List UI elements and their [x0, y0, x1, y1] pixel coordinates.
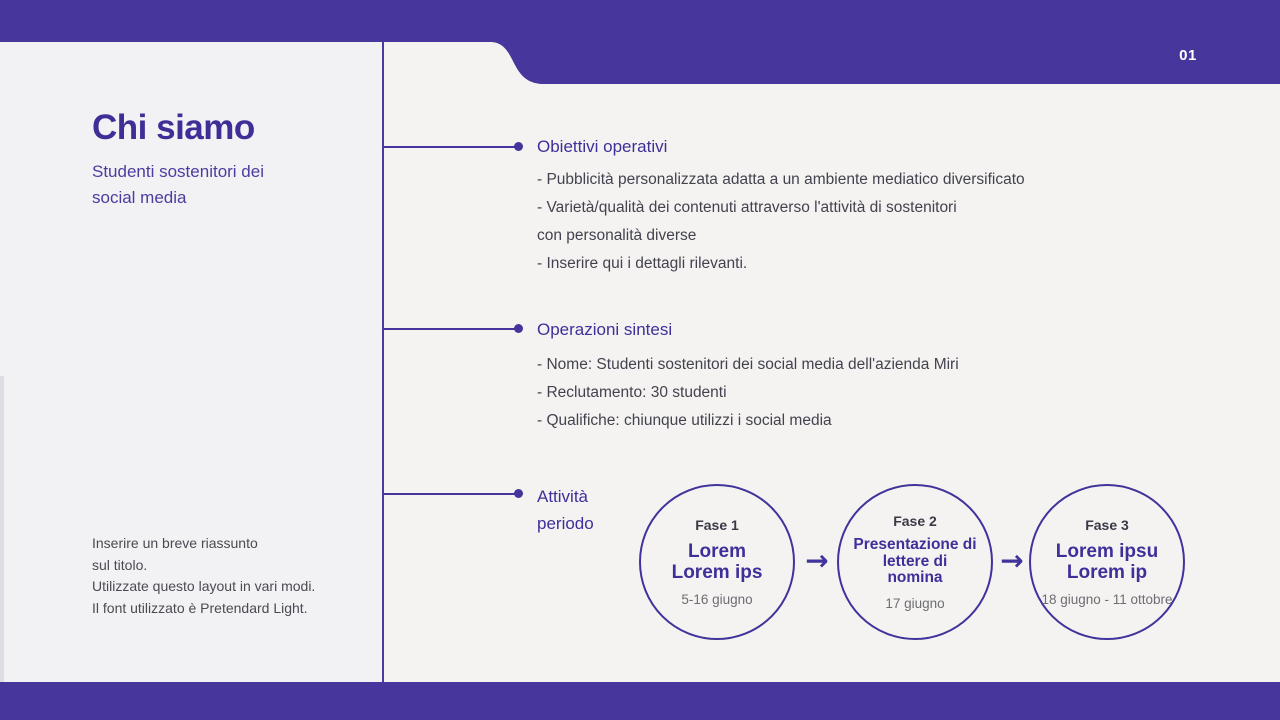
connector-line-1: [383, 146, 516, 148]
phase-2-title-line-1: Presentazione di: [853, 536, 977, 554]
connector-dot-1: [514, 142, 523, 151]
connector-dot-2: [514, 324, 523, 333]
phase-3-title-line-1: Lorem ipsu: [1055, 541, 1159, 562]
phase-1-title-line-2: Lorem ips: [671, 562, 763, 583]
phase-3-date: 18 giugno - 11 ottobre: [1041, 592, 1173, 607]
phase-1-date: 5-16 giugno: [681, 592, 753, 607]
section-2-line-2: - Reclutamento: 30 studenti: [537, 384, 727, 401]
phase-1-label: Fase 1: [695, 517, 739, 533]
section-1-line-4: - Inserire qui i dettagli rilevanti.: [537, 255, 748, 272]
bottom-footer-bar: [0, 682, 1280, 720]
phase-3-title: [1056, 541, 1158, 583]
section-3-heading: [537, 483, 594, 537]
phase-1-title-line-1: Lorem: [687, 541, 747, 562]
phase-1-circle: [639, 484, 795, 640]
section-1-heading: Obiettivi operativi: [537, 137, 668, 156]
page-number: 01: [1179, 47, 1197, 64]
connector-line-3: [383, 493, 516, 495]
footnote: [92, 533, 315, 619]
phase-2-title-line-3: nomina: [887, 569, 943, 587]
section-2-line-3: - Qualifiche: chiunque utilizzi i social media: [537, 412, 832, 429]
phase-2-title-line-2: lettere di: [882, 552, 948, 570]
slide-subtitle: [92, 159, 264, 211]
section-1-body: [537, 166, 1177, 278]
section-2-heading: Operazioni sintesi: [537, 320, 673, 339]
phase-3-label: Fase 3: [1085, 517, 1129, 533]
phase-2-label: Fase 2: [893, 513, 937, 530]
phase-3-circle: [1029, 484, 1185, 640]
phase-2-date: 17 giugno: [885, 595, 945, 611]
section-2-line-1: - Nome: Studenti sostenitori dei social media dell'azienda Miri: [537, 356, 959, 373]
footnote-line-3: Utilizzate questo layout in vari modi.: [92, 578, 316, 594]
section-3-heading-line-2: periodo: [537, 514, 594, 533]
vertical-divider: [382, 42, 384, 682]
footnote-line-2: sul titolo.: [92, 556, 148, 573]
slide-subtitle-line-2: social media: [92, 188, 187, 207]
timeline-arrow-icon: →: [1000, 544, 1024, 577]
section-1-line-1: - Pubblicità personalizzata adatta a un ambiente mediatico diversificato: [537, 171, 1025, 188]
section-2-body: [537, 351, 1177, 435]
phase-3-title-line-2: Lorem ip: [1066, 562, 1148, 583]
phase-1-title: [672, 541, 763, 583]
section-1-line-2: - Varietà/qualità dei contenuti attraverso l'attività di sostenitori: [537, 199, 957, 216]
left-edge-line: [0, 376, 4, 682]
connector-dot-3: [514, 489, 523, 498]
connector-line-2: [383, 328, 516, 330]
footnote-line-4: Il font utilizzato è Pretendard Light.: [92, 599, 308, 616]
top-header-bar: [0, 0, 1280, 42]
slide-title: Chi siamo: [92, 108, 255, 147]
footnote-line-1: Inserire un breve riassunto: [92, 535, 258, 551]
timeline-arrow-icon: →: [805, 544, 829, 577]
phase-2-circle: [837, 484, 993, 640]
slide-subtitle-line-1: Studenti sostenitori dei: [92, 162, 264, 181]
section-1-line-3: con personalità diverse: [537, 227, 697, 244]
phase-2-title: [853, 537, 976, 587]
section-3-heading-line-1: Attività: [537, 487, 589, 506]
